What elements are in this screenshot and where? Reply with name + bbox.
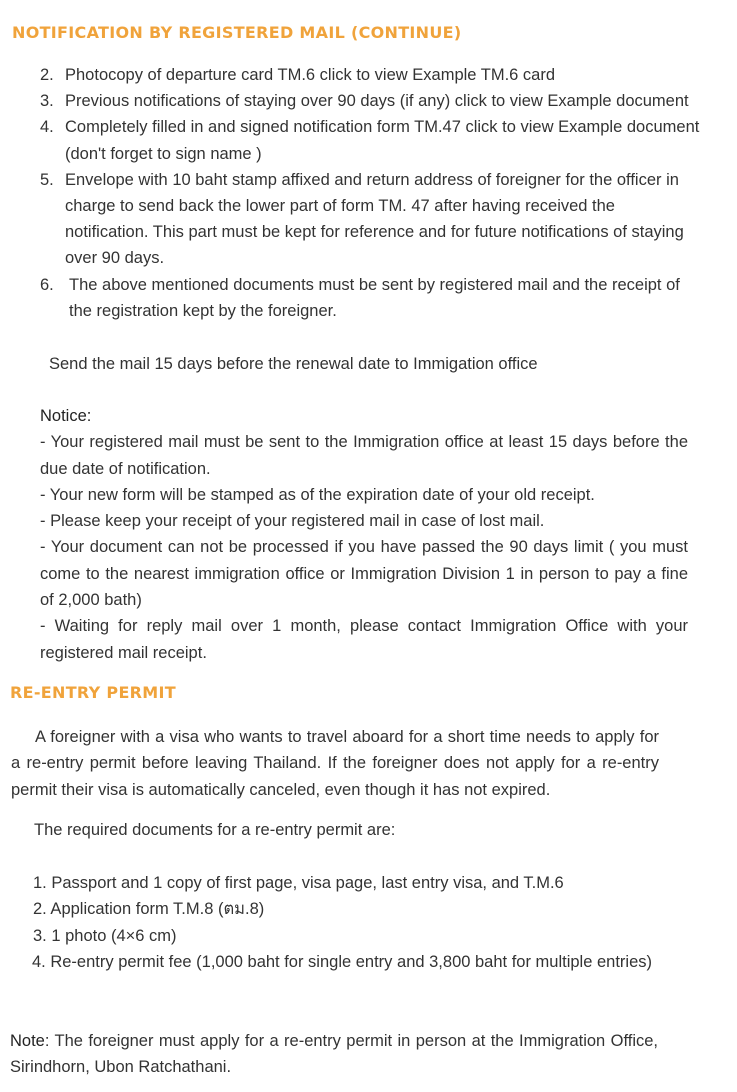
notice-title: Notice:: [40, 407, 92, 425]
required-documents-intro: The required documents for a re-entry permit are:: [34, 821, 396, 839]
notice-item: - Please keep your receipt of your registered mail in case of lost mail.: [40, 512, 545, 531]
notice-item: - Waiting for reply mail over 1 month, please contact Immigration Office with your registered mail receipt.: [40, 617, 688, 662]
notice-item: - Your registered mail must be sent to the Immigration office at least 15 days before the due date of notification.: [40, 433, 688, 478]
step-text: Completely filled in and signed notification form TM.47 click to view Example document (don't forget to sign name ): [65, 118, 700, 163]
notice-item: - Your new form will be stamped as of the expiration date of your old receipt.: [40, 485, 595, 504]
note-text: : The foreigner must apply for a re-entry permit in person at the Immigration Office, Sirindhorn, Ubon Ratchathani.: [10, 1032, 658, 1077]
list-item: 3. 1 photo (4×6 cm): [33, 926, 177, 945]
notice-block: [40, 403, 688, 666]
step-text: Envelope with 10 baht stamp affixed and return address of foreigner for the officer in charge to send back the lower part of form TM. 47 after having received the notification. This part must be kept for reference and for future notifications of staying over 90 days.: [65, 170, 684, 268]
note-block: [10, 1028, 658, 1081]
list-item: 1. Passport and 1 copy of first page, visa page, last entry visa, and T.M.6: [33, 874, 564, 892]
steps-list: [40, 62, 700, 324]
list-item: 4. Re-entry permit fee (1,000 baht for single entry and 3,800 baht for multiple entries): [32, 952, 652, 971]
send-mail-instruction: Send the mail 15 days before the renewal date to Immigation office: [49, 355, 538, 373]
list-item: 3. Previous notifications of staying over 90 days (if any) click to view Example document: [40, 92, 689, 111]
section-heading-reentry: RE-ENTRY PERMIT: [10, 683, 176, 702]
list-item: 5. Envelope with 10 baht stamp affixed and return address of foreigner for the officer in charge to send back the lower part of form TM. 47 after having received the notification. This part must be kept for reference and for future notifications of staying over 90 days.: [40, 170, 684, 268]
list-item: 2. Application form T.M.8 (ตม.8): [33, 900, 265, 919]
documents-list: [10, 870, 658, 975]
list-item: 4. Completely filled in and signed notification form TM.47 click to view Example document (don't forget to sign name ): [40, 118, 700, 163]
step-text: The above mentioned documents must be sent by registered mail and the receipt of the registration kept by the foreigner.: [69, 275, 680, 320]
notice-item: - Your document can not be processed if you have passed the 90 days limit ( you must come to the nearest immigration office or Immigration Division 1 in person to pay a fine of 2,000 bath): [40, 538, 688, 610]
reentry-intro-paragraph: A foreigner with a visa who wants to travel aboard for a short time needs to apply for a re-entry permit before leaving Thailand. If the foreigner does not apply for a re-entry permit their visa is automatically canceled, even though it has not expired.: [11, 728, 659, 799]
section-heading-notification: NOTIFICATION BY REGISTERED MAIL (CONTINUE): [12, 23, 462, 42]
step-text: Photocopy of departure card TM.6 click to view Example TM.6 card: [65, 66, 556, 84]
list-item: 2. Photocopy of departure card TM.6 click to view Example TM.6 card: [40, 66, 556, 84]
step-text: Previous notifications of staying over 90 days (if any) click to view Example document: [65, 92, 689, 111]
note-label: Note: [10, 1032, 45, 1050]
list-item: 6. The above mentioned documents must be sent by registered mail and the receipt of the registration kept by the foreigner.: [40, 275, 680, 320]
